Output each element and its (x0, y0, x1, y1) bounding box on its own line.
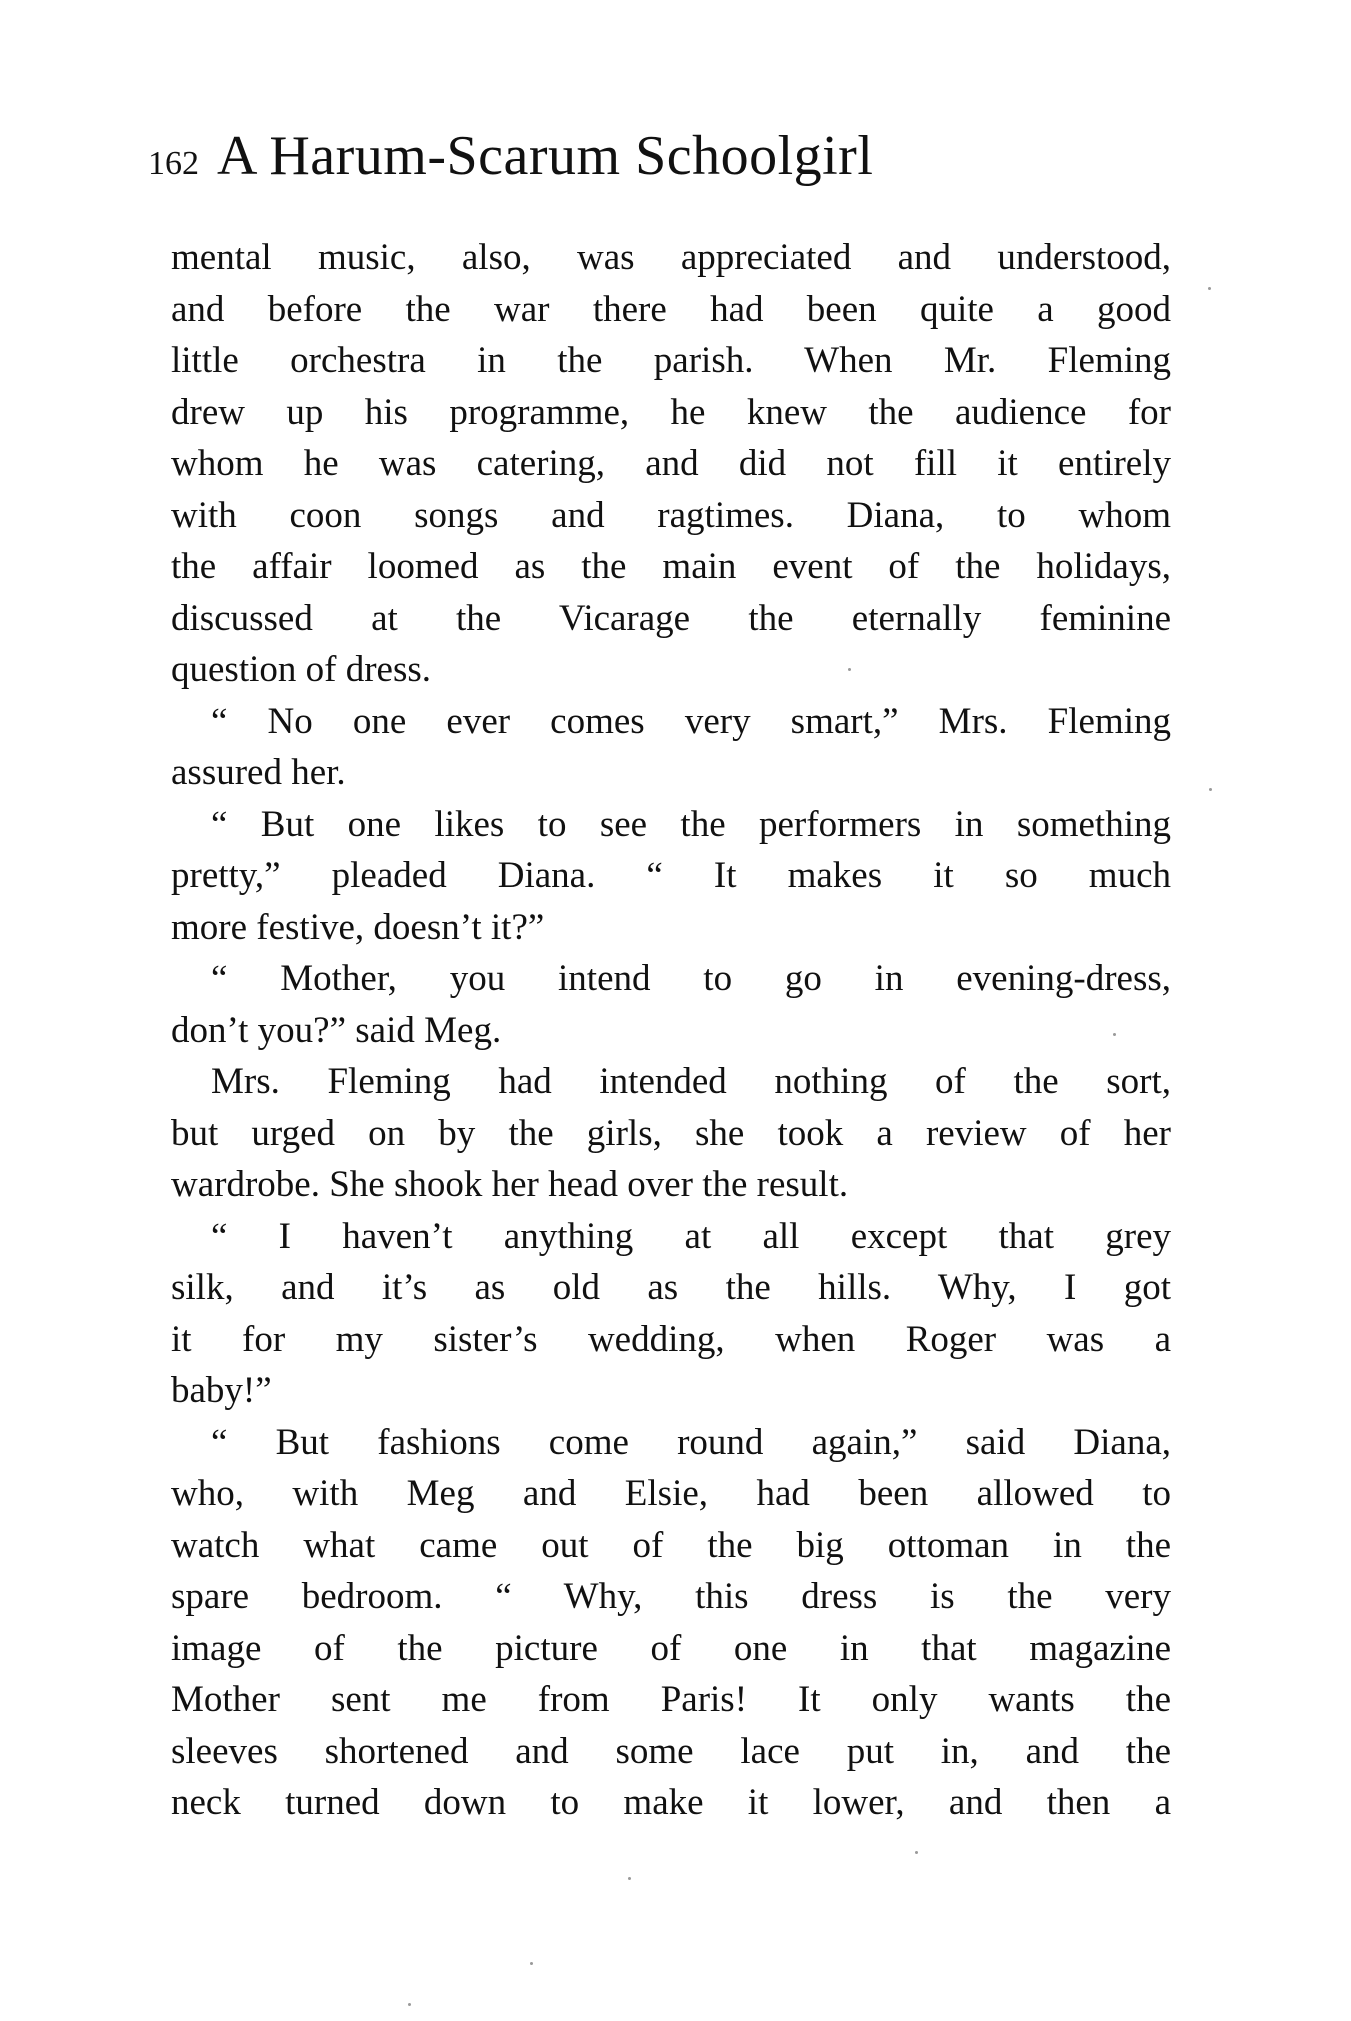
text-line: image of the picture of one in that magazine (171, 1627, 1171, 1669)
paper-speck (408, 2003, 411, 2006)
text-line: with coon songs and ragtimes. Diana, to whom (171, 494, 1171, 536)
text-line: discussed at the Vicarage the eternally feminine (171, 597, 1171, 639)
text-line: and before the war there had been quite a good (171, 288, 1171, 330)
text-line: little orchestra in the parish. When Mr. Fleming (171, 340, 1171, 381)
text-line: “ Mother, you intend to go in evening-dress, (211, 958, 1171, 999)
text-line: “ But one likes to see the performers in something (211, 803, 1171, 845)
text-line: Mother sent me from Paris! It only wants the (171, 1679, 1171, 1720)
paper-speck (628, 1877, 631, 1880)
running-header (148, 124, 1148, 204)
paper-speck (1209, 788, 1212, 791)
text-line: baby!” (171, 1370, 272, 1411)
text-line: sleeves shortened and some lace put in, and the (171, 1730, 1171, 1772)
text-line: watch what came out of the big ottoman in the (171, 1524, 1171, 1566)
text-line: but urged on by the girls, she took a review of her (171, 1112, 1171, 1154)
body-text (171, 232, 1171, 1829)
text-line: spare bedroom. “ Why, this dress is the very (171, 1576, 1171, 1617)
text-line: “ But fashions come round again,” said Diana, (211, 1421, 1171, 1463)
text-line: wardrobe. She shook her head over the result. (171, 1164, 849, 1205)
text-line: the affair loomed as the main event of the holidays, (171, 546, 1171, 587)
text-line: “ No one ever comes very smart,” Mrs. Fleming (211, 700, 1171, 742)
text-line: who, with Meg and Elsie, had been allowed to (171, 1473, 1171, 1514)
text-line: silk, and it’s as old as the hills. Why, I got (171, 1267, 1171, 1308)
text-line: assured her. (171, 752, 346, 793)
page-number: 162 (148, 145, 199, 182)
paper-speck (848, 668, 851, 671)
text-line: question of dress. (171, 649, 431, 690)
paper-speck (1208, 287, 1211, 290)
text-line: Mrs. Fleming had intended nothing of the sort, (211, 1061, 1171, 1102)
text-line: it for my sister’s wedding, when Roger was a (171, 1318, 1171, 1360)
paper-speck (1113, 1033, 1116, 1036)
paper-speck (915, 1851, 918, 1854)
text-line: more festive, doesn’t it?” (171, 906, 545, 948)
text-line: mental music, also, was appreciated and understood, (171, 237, 1171, 278)
text-line: “ I haven’t anything at all except that grey (211, 1215, 1171, 1257)
running-title: A Harum-Scarum Schoolgirl (217, 125, 874, 187)
text-line: drew up his programme, he knew the audience for (171, 391, 1171, 433)
text-line: whom he was catering, and did not fill it entirely (171, 443, 1171, 484)
text-line: don’t you?” said Meg. (171, 1009, 502, 1051)
text-line: neck turned down to make it lower, and then a (171, 1782, 1171, 1823)
paper-speck (530, 1962, 533, 1965)
text-line: pretty,” pleaded Diana. “ It makes it so much (171, 855, 1171, 896)
